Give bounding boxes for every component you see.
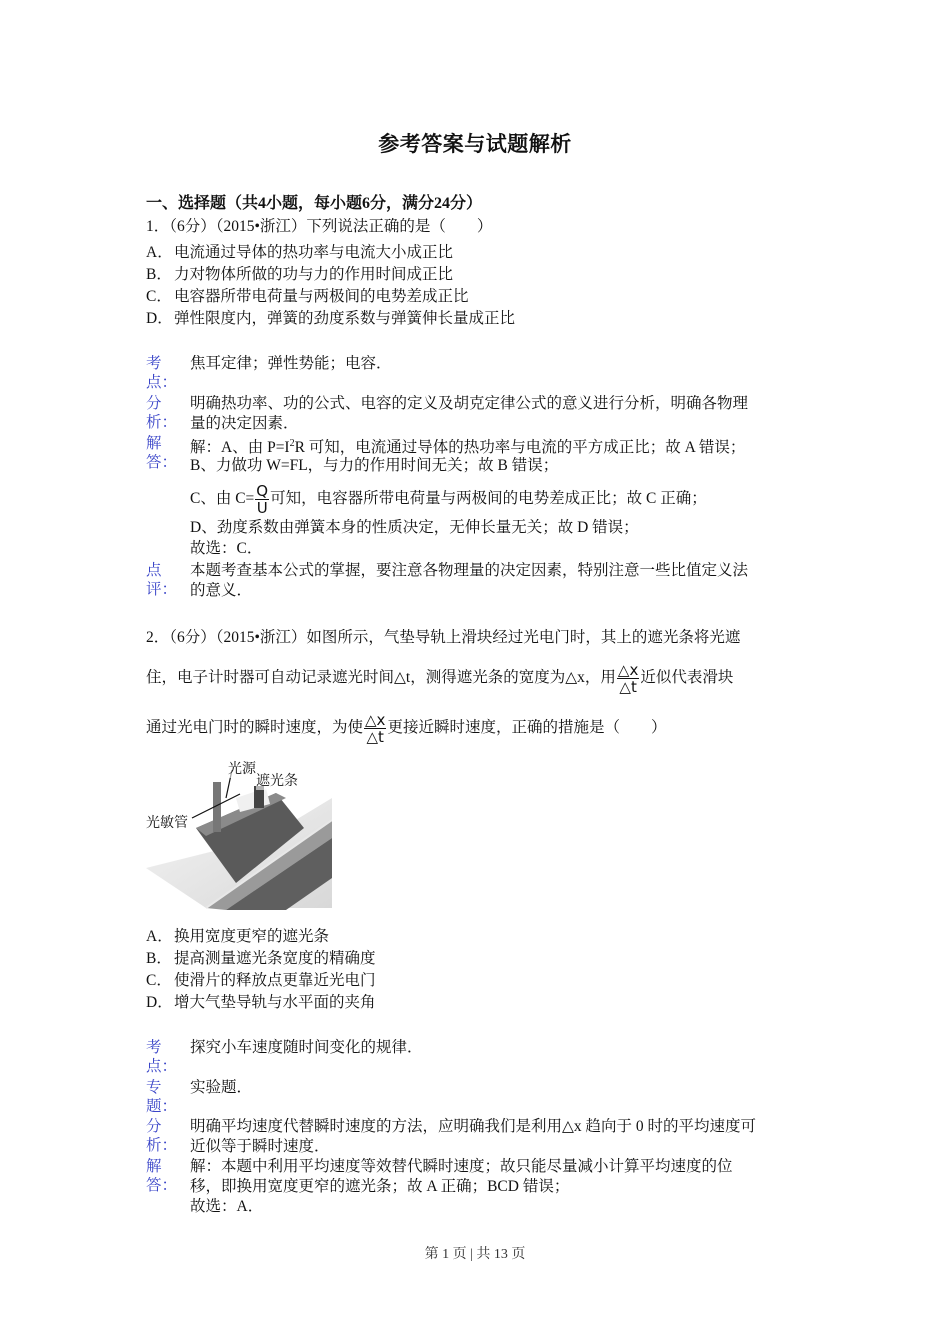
q1-label-jieda: 解 答： (146, 435, 178, 471)
q2-option-b (146, 946, 376, 968)
option-text: 电流通过导体的热功率与电流大小成正比 (174, 244, 454, 261)
fraction-dx-over-dt: $\frac{\triangle x}{\triangle t}$ (365, 711, 386, 746)
option-key: B． (146, 266, 172, 283)
q1-label-dianping: 点 评： (146, 562, 178, 598)
q2-kaodian-text: 探究小车速度随时间变化的规律． (190, 1039, 423, 1056)
option-key: A． (146, 928, 173, 945)
q1-option-b (146, 262, 453, 284)
section-heading: 一、选择题（共4小题，每小题6分，满分24分） (146, 195, 483, 212)
option-key: D． (146, 310, 173, 327)
option-text: 电容器所带电荷量与两极间的电势差成正比 (174, 288, 469, 305)
page-footer: 第 1 页 | 共 13 页 (424, 1247, 526, 1262)
fraction-q-over-u: $\frac{Q}{U}$ (256, 482, 269, 517)
option-key: D． (146, 994, 173, 1011)
q1-dianping-line2: 的意义． (190, 582, 253, 599)
q1-dianping-line1: 本题考查基本公式的掌握，要注意各物理量的决定因素，特别注意一些比值定义法 (190, 562, 749, 579)
q1-fenxi-line2: 量的决定因素． (190, 415, 299, 432)
q1-jieda-a: 解：A、由 $P=I^2R$ 可知，电流通过导体的热功率与电流的平方成正比；故 A 错误； (190, 438, 746, 457)
q2-jieda-line3: 故选：A． (190, 1198, 264, 1215)
air-track-photo-icon (146, 758, 332, 910)
q2-label-jieda: 解 答： (146, 1158, 178, 1194)
q1-option-a (146, 240, 453, 262)
figure-label-light-source: 光源 (228, 758, 256, 778)
q2-fenxi-line1: 明确平均速度代替瞬时速度的方法，应明确我们是利用△x 趋向于 0 时的平均速度可 (190, 1118, 757, 1135)
q2-option-a (146, 924, 329, 946)
option-key: A． (146, 244, 173, 261)
q2-zhuanti-text: 实验题． (190, 1079, 253, 1096)
q1-option-d (146, 306, 515, 328)
q1-label-fenxi: 分 析： (146, 395, 178, 431)
option-key: B． (146, 950, 172, 967)
q1-jieda-b: B、力做功 W=FL，与力的作用时间无关；故 B 错误； (190, 457, 559, 474)
option-text: 弹性限度内，弹簧的劲度系数与弹簧伸长量成正比 (174, 310, 516, 327)
q2-stem-line1: 2．（6分）（2015•浙江）如图所示，气垫导轨上滑块经过光电门时，其上的遮光条将光遮 (146, 629, 741, 646)
q1-jieda-choice: 故选：C． (190, 540, 263, 557)
air-track-figure (146, 758, 332, 910)
q1-jieda-c: C、由 C= $\frac{Q}{U}$ 可知，电容器所带电荷量与两极间的电势差成正比；故 C 正确； (190, 482, 707, 517)
q2-jieda-line2: 移，即换用宽度更窄的遮光条；故 A 正确；BCD 错误； (190, 1178, 570, 1195)
option-key: C． (146, 972, 172, 989)
option-text: 力对物体所做的功与力的作用时间成正比 (174, 266, 454, 283)
page-title: 参考答案与试题解析 (378, 132, 572, 156)
q1-stem: 1．（6分）（2015•浙江）下列说法正确的是（ ） (146, 218, 493, 235)
q2-label-kaodian: 考 点： (146, 1039, 178, 1075)
q2-jieda-line1: 解：本题中利用平均速度等效替代瞬时速度；故只能尽量减小计算平均速度的位 (190, 1158, 733, 1175)
q1-kaodian-text: 焦耳定律；弹性势能；电容． (190, 355, 392, 372)
option-text: 提高测量遮光条宽度的精确度 (174, 950, 376, 967)
q2-option-c (146, 968, 376, 990)
q1-option-c (146, 284, 469, 306)
option-key: C． (146, 288, 172, 305)
q1-fenxi-line1: 明确热功率、功的公式、电容的定义及胡克定律公式的意义进行分析，明确各物理 (190, 395, 749, 412)
q2-label-fenxi: 分 析： (146, 1118, 178, 1154)
figure-label-photo-tube: 光敏管 (146, 812, 188, 832)
q2-label-zhuanti: 专 题： (146, 1079, 178, 1115)
q2-stem-line3: 通过光电门时的瞬时速度，为使 $\frac{\triangle x}{\triangle t}$ 更接近瞬时速度，正确的措施是（ ） (146, 711, 667, 746)
q2-option-d (146, 990, 376, 1012)
option-text: 使滑片的释放点更靠近光电门 (174, 972, 376, 989)
option-text: 换用宽度更窄的遮光条 (174, 928, 330, 945)
q1-jieda-d: D、劲度系数由弹簧本身的性质决定，无伸长量无关；故 D 错误； (190, 519, 639, 536)
q2-stem-line2: 住，电子计时器可自动记录遮光时间△t，测得遮光条的宽度为△x，用 $\frac{\triangle x}{\triangle t}$ 近似代表滑块 (146, 661, 734, 696)
option-text: 增大气垫导轨与水平面的夹角 (174, 994, 376, 1011)
q2-fenxi-line2: 近似等于瞬时速度． (190, 1138, 330, 1155)
q1-label-kaodian: 考 点： (146, 355, 178, 391)
figure-label-shading-strip: 遮光条 (256, 770, 298, 790)
fraction-dx-over-dt: $\frac{\triangle x}{\triangle t}$ (617, 661, 639, 696)
